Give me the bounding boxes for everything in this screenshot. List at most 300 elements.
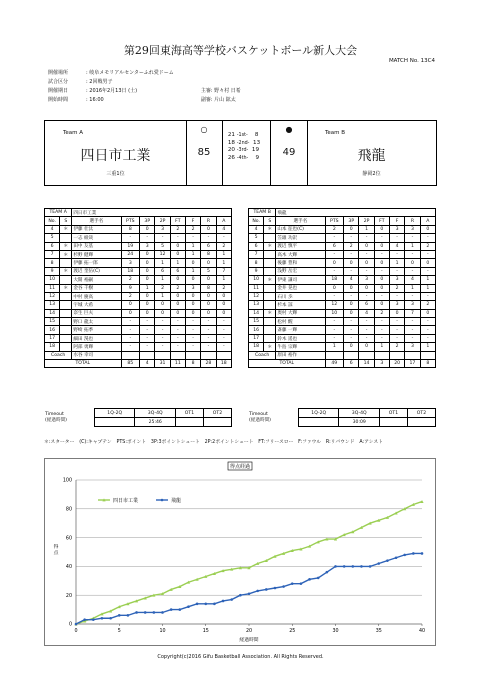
column-header: A [420, 217, 435, 225]
quarter-a: 21 [227, 132, 235, 138]
data-point [196, 603, 199, 606]
table-cell: ＊ [264, 343, 276, 351]
team-a-seed: 三重1位 [106, 171, 125, 177]
table-cell: 伊東 謙司 [276, 276, 325, 284]
table-cell: 5 [249, 234, 264, 242]
table-cell: - [155, 326, 170, 334]
empty-cell [170, 351, 185, 359]
quarter-row [226, 132, 260, 140]
timeout-value: 25:46 [135, 418, 175, 427]
table-cell: 0 [140, 250, 155, 258]
data-point [213, 603, 216, 606]
table-cell: ＊ [264, 276, 276, 284]
table-cell: - [140, 318, 155, 326]
table-cell: 0 [155, 301, 170, 309]
table-cell: ＊ [60, 250, 72, 258]
table-row [45, 284, 232, 292]
column-header: No. [249, 217, 264, 225]
table-cell: - [155, 318, 170, 326]
table-cell: 0 [359, 259, 374, 267]
table-header-row [249, 217, 436, 225]
column-header: F [185, 217, 200, 225]
timeout-value [175, 418, 203, 427]
timeout-head: 1Q-2Q [95, 409, 135, 418]
table-cell: 1 [185, 267, 200, 275]
table-cell: - [201, 334, 216, 342]
table-cell: 3 [389, 301, 404, 309]
score-box [44, 120, 437, 186]
table-cell: 11 [45, 284, 60, 292]
table-cell: - [121, 234, 140, 242]
table-cell: 2 [344, 242, 359, 250]
table-cell: 0 [344, 343, 359, 351]
data-point [144, 611, 147, 614]
table-team-name: 四日市工業 [72, 209, 232, 217]
table-cell: 1 [405, 284, 420, 292]
data-point [153, 611, 156, 614]
table-cell: 0 [374, 225, 389, 233]
table-cell: 18 [249, 343, 264, 351]
table-cell: 2 [420, 242, 435, 250]
table-cell: 12 [325, 301, 344, 309]
table-cell [60, 259, 72, 267]
table-cell: 0 [374, 242, 389, 250]
table-cell: 奥村 大輝 [276, 309, 325, 317]
table-cell: - [405, 334, 420, 342]
info-label: 開催場所 [48, 70, 69, 76]
table-cell: - [185, 343, 200, 351]
table-cell: 0 [201, 301, 216, 309]
table-cell: - [155, 343, 170, 351]
team-a-win-mark: ○ [200, 125, 208, 134]
table-row [45, 343, 232, 351]
table-cell: 中村 慶高 [72, 292, 121, 300]
table-cell: 1 [359, 225, 374, 233]
table-cell: 3 [121, 259, 140, 267]
table-cell: 18 [121, 267, 140, 275]
table-cell: 宇城 大希 [72, 301, 121, 309]
team-a-score-panel [186, 121, 223, 185]
info-label2: 副審 [200, 97, 211, 103]
table-cell: 4 [359, 309, 374, 317]
table-cell: - [344, 318, 359, 326]
table-cell: 0 [201, 276, 216, 284]
x-tick-label: 20 [245, 629, 253, 634]
table-cell: 1 [216, 259, 231, 267]
chart-title: 得点経過 [229, 464, 251, 470]
table-cell [264, 250, 276, 258]
team-b-panel [307, 121, 436, 185]
table-cell: 石川 歩 [276, 292, 325, 300]
total-cell: 4 [140, 360, 155, 368]
table-team-name: 飛龍 [276, 209, 436, 217]
total-cell: 8 [185, 360, 200, 368]
info-value2: 野々村 日希 [214, 88, 241, 94]
total-cell: 3 [374, 360, 389, 368]
table-cell: 2 [170, 225, 185, 233]
timeout-value: 30:09 [339, 418, 379, 427]
table-row [45, 242, 232, 250]
table-cell: 1 [325, 343, 344, 351]
quarter-list [226, 132, 260, 162]
table-cell: - [216, 343, 231, 351]
table-cell: 4 [216, 225, 231, 233]
table-cell: 18 [45, 343, 60, 351]
total-row [45, 360, 232, 368]
total-cell: 20 [389, 360, 404, 368]
coach-row [249, 351, 436, 359]
table-cell: 9 [121, 284, 140, 292]
total-cell: 28 [201, 360, 216, 368]
coach-label: Coach [45, 351, 72, 359]
table-row [45, 259, 232, 267]
table-cell: 高木 大輝 [276, 250, 325, 258]
chart-frame [45, 459, 436, 646]
table-cell: - [389, 326, 404, 334]
table-cell: 6 [45, 242, 60, 250]
table-cell: 0 [216, 301, 231, 309]
team-a-name: 四日市工業 [80, 148, 151, 164]
table-cell: - [420, 267, 435, 275]
data-point [248, 592, 251, 595]
table-cell: 3 [185, 284, 200, 292]
table-cell: 浅野 岳宏 [276, 267, 325, 275]
team-b-seed: 静岡2位 [362, 171, 381, 177]
table-cell: - [389, 318, 404, 326]
table-cell: 一志 綾哉 [72, 234, 121, 242]
table-cell: 大開 裕嗣 [72, 276, 121, 284]
table-cell [60, 301, 72, 309]
table-cell: 笠雄 功訳 [276, 234, 325, 242]
table-cell: 6 [155, 267, 170, 275]
data-point [360, 565, 363, 568]
quarter-scores [222, 121, 270, 185]
table-cell: 0 [201, 292, 216, 300]
column-header: PTS [121, 217, 140, 225]
data-point [386, 559, 389, 562]
info-date: 開催期日 : 2016年2月13日 (土) 主審: 野々村 日希 [48, 88, 241, 94]
table-cell: - [325, 292, 344, 300]
table-cell: 杉本 諒 [276, 301, 325, 309]
table-cell: - [374, 234, 389, 242]
table-cell: 奈生 巨夫 [72, 309, 121, 317]
table-cell: 8 [249, 259, 264, 267]
abbreviation-legend: ＊:スターター (C):キャプテン PTS:ポイント 3P:3ポイントシュート 2P:2ポイントシュート FT:フリースロー F:ファウル R:リバウンド A:アシスト [44, 440, 383, 445]
data-point [326, 571, 329, 574]
table-cell: 0 [140, 225, 155, 233]
x-tick-label: 30 [332, 629, 339, 634]
table-cell: - [170, 334, 185, 342]
x-tick-label: 40 [418, 629, 426, 634]
table-cell: 1 [405, 242, 420, 250]
timeout-value [203, 418, 231, 427]
table-cell: - [216, 326, 231, 334]
table-cell: - [420, 234, 435, 242]
column-header: R [405, 217, 420, 225]
table-cell: 3 [140, 242, 155, 250]
total-cell: 18 [216, 360, 231, 368]
table-row [249, 292, 436, 300]
table-cell: 渡辺 慎平 [276, 242, 325, 250]
team-b-label: Team B [325, 130, 346, 136]
data-point [334, 565, 337, 568]
table-cell: 12 [249, 292, 264, 300]
table-row [249, 259, 436, 267]
timeout-value [95, 418, 135, 427]
x-tick-label: 15 [202, 629, 209, 634]
table-cell: - [201, 326, 216, 334]
column-header: FT [374, 217, 389, 225]
table-cell: - [374, 326, 389, 334]
data-point [421, 552, 424, 555]
table-cell: 2 [389, 284, 404, 292]
empty-cell [185, 351, 200, 359]
column-header: No. [45, 217, 60, 225]
table-cell: - [185, 318, 200, 326]
table-cell: 6 [170, 267, 185, 275]
data-point [118, 614, 121, 617]
table-cell: 田中 友基 [72, 242, 121, 250]
table-cell: 2 [155, 284, 170, 292]
quarter-a: 26 [227, 154, 235, 161]
table-cell: 5 [45, 234, 60, 242]
table-cell: 2 [216, 242, 231, 250]
table-cell: - [374, 334, 389, 342]
timeout-head: OT1 [175, 409, 203, 418]
y-tick-label: 20 [65, 593, 72, 599]
table-cell: 6 [325, 242, 344, 250]
column-header: 3P [140, 217, 155, 225]
data-point [179, 608, 182, 611]
table-cell: ＊ [264, 225, 276, 233]
info-label: 開始時間 [48, 97, 69, 103]
table-cell: 15 [249, 318, 264, 326]
total-cell: 17 [405, 360, 420, 368]
empty-cell [201, 351, 216, 359]
quarter-a: 18 [227, 139, 235, 146]
table-cell: 0 [216, 309, 231, 317]
table-cell: 2 [121, 276, 140, 284]
data-point [161, 611, 164, 614]
table-cell: 野崎 拓季 [72, 326, 121, 334]
table-cell: ＊ [60, 284, 72, 292]
table-cell: - [359, 267, 374, 275]
timeout-label-1: Timeout [45, 411, 64, 417]
legend-marker [161, 499, 164, 502]
legend-label: 飛龍 [171, 497, 182, 504]
table-cell: 牛島 宗輝 [276, 343, 325, 351]
coach-name: 水谷 幸司 [72, 351, 121, 359]
table-cell [264, 234, 276, 242]
table-cell: 13 [45, 301, 60, 309]
empty-cell [121, 351, 140, 359]
table-cell: - [389, 250, 404, 258]
quarter-label: -1st- [236, 133, 248, 138]
table-cell: - [420, 292, 435, 300]
table-cell: 1 [155, 259, 170, 267]
timeout-team-b [248, 408, 436, 427]
column-header: A [216, 217, 231, 225]
table-cell: 10 [249, 276, 264, 284]
table-cell: 伊藤 壮汰 [72, 225, 121, 233]
table-cell: - [344, 292, 359, 300]
column-header: 2P [155, 217, 170, 225]
table-cell: 13 [249, 301, 264, 309]
table-cell: 2 [374, 309, 389, 317]
table-cell: 0 [140, 259, 155, 267]
y-axis-label: 点 [53, 551, 59, 556]
table-cell: 鈴木 遥也 [276, 334, 325, 342]
timeout-head: OT1 [379, 409, 407, 418]
table-cell [264, 301, 276, 309]
table-header-row [45, 217, 232, 225]
data-point [265, 588, 268, 591]
table-cell: 3 [389, 225, 404, 233]
quarter-label: -3rd- [236, 148, 249, 153]
x-tick-label: 5 [117, 629, 121, 634]
data-point [403, 554, 406, 557]
table-cell: 0 [344, 225, 359, 233]
table-cell: 4 [405, 276, 420, 284]
table-cell: 杉野 健輝 [72, 250, 121, 258]
table-cell: 9 [249, 267, 264, 275]
table-row [45, 250, 232, 258]
table-cell: - [359, 318, 374, 326]
table-cell: - [374, 267, 389, 275]
quarter-label: -2nd- [236, 140, 250, 146]
data-point [274, 587, 277, 590]
table-cell: 0 [170, 250, 185, 258]
timeout-label [44, 409, 95, 427]
table-cell: - [216, 318, 231, 326]
y-axis-label: 得 [53, 545, 59, 550]
table-cell [60, 234, 72, 242]
table-cell: 2 [389, 343, 404, 351]
table-cell: - [359, 292, 374, 300]
column-header: F [389, 217, 404, 225]
data-point [256, 590, 259, 593]
table-cell [264, 318, 276, 326]
timeout-label-1: Timeout [249, 411, 268, 417]
x-tick-label: 0 [74, 629, 78, 634]
table-cell: 14 [249, 309, 264, 317]
table-cell: - [420, 318, 435, 326]
timeout-label [248, 409, 299, 427]
data-point [187, 605, 190, 608]
timeout-label-2: (経過時間) [45, 417, 67, 423]
table-cell [60, 318, 72, 326]
y-tick-label: 60 [65, 536, 72, 542]
quarter-b: 13 [253, 139, 261, 146]
table-cell: - [121, 343, 140, 351]
table-cell: ＊ [60, 225, 72, 233]
table-cell: 0 [405, 259, 420, 267]
info-value: 16:00 [89, 97, 104, 103]
table-cell: 伊藤 拓一郎 [72, 259, 121, 267]
table-row [45, 334, 232, 342]
table-cell: 0 [140, 301, 155, 309]
table-cell: 野口 龍太 [72, 318, 121, 326]
table-cell: 2 [325, 225, 344, 233]
table-cell: - [389, 292, 404, 300]
quarter-row [226, 140, 260, 148]
table-cell: 1 [420, 276, 435, 284]
total-row [249, 360, 436, 368]
table-cell: 1 [216, 250, 231, 258]
table-cell: - [344, 250, 359, 258]
table-row [45, 301, 232, 309]
table-cell: ＊ [60, 267, 72, 275]
table-cell [60, 309, 72, 317]
total-cell: 85 [121, 360, 140, 368]
table-cell: - [140, 343, 155, 351]
table-cell: 0 [170, 242, 185, 250]
table-cell: 16 [45, 326, 60, 334]
empty-cell [359, 351, 374, 359]
info-label: 開催期日 [48, 88, 69, 94]
table-cell: - [420, 250, 435, 258]
total-cell: 14 [359, 360, 374, 368]
table-cell: - [420, 326, 435, 334]
table-cell: ＊ [264, 309, 276, 317]
y-tick-label: 80 [65, 507, 72, 513]
table-cell: 1 [170, 259, 185, 267]
data-point [282, 585, 285, 588]
team-a-label: Team A [63, 130, 84, 136]
timeout-team-a [44, 408, 232, 427]
table-cell: - [216, 334, 231, 342]
table-cell: 阿部 勇輝 [72, 343, 121, 351]
table-row [45, 318, 232, 326]
table-cell: 0 [121, 309, 140, 317]
table-cell: - [185, 334, 200, 342]
table-cell: 16 [249, 326, 264, 334]
column-header: 2P [359, 217, 374, 225]
table-cell: 3 [155, 225, 170, 233]
timeout-label-2: (経過時間) [249, 417, 271, 423]
table-cell: - [121, 318, 140, 326]
table-cell: 8 [201, 250, 216, 258]
column-header: 選手名 [72, 217, 121, 225]
table-cell: - [405, 326, 420, 334]
table-cell: 0 [170, 292, 185, 300]
table-cell: 0 [201, 225, 216, 233]
table-cell: 3 [359, 276, 374, 284]
table-cell: 5 [201, 267, 216, 275]
table-cell: 松村 醒 [276, 318, 325, 326]
quarter-b: 9 [255, 154, 259, 161]
table-cell: 4 [45, 225, 60, 233]
table-cell: ＊ [264, 242, 276, 250]
table-cell: - [359, 234, 374, 242]
empty-cell [344, 351, 359, 359]
table-cell: 6 [359, 301, 374, 309]
table-cell: 7 [216, 267, 231, 275]
table-cell: 1 [140, 284, 155, 292]
table-cell: 1 [216, 276, 231, 284]
table-cell: - [140, 234, 155, 242]
table-cell [60, 343, 72, 351]
table-cell: 細田 滉也 [72, 334, 121, 342]
table-cell: - [216, 234, 231, 242]
y-tick-label: 0 [68, 622, 72, 628]
team-a-total: 85 [197, 147, 211, 158]
table-cell: 0 [359, 343, 374, 351]
table-cell: 2 [170, 284, 185, 292]
table-cell: 山本 征也(C) [276, 225, 325, 233]
table-cell: - [374, 250, 389, 258]
table-row [249, 242, 436, 250]
